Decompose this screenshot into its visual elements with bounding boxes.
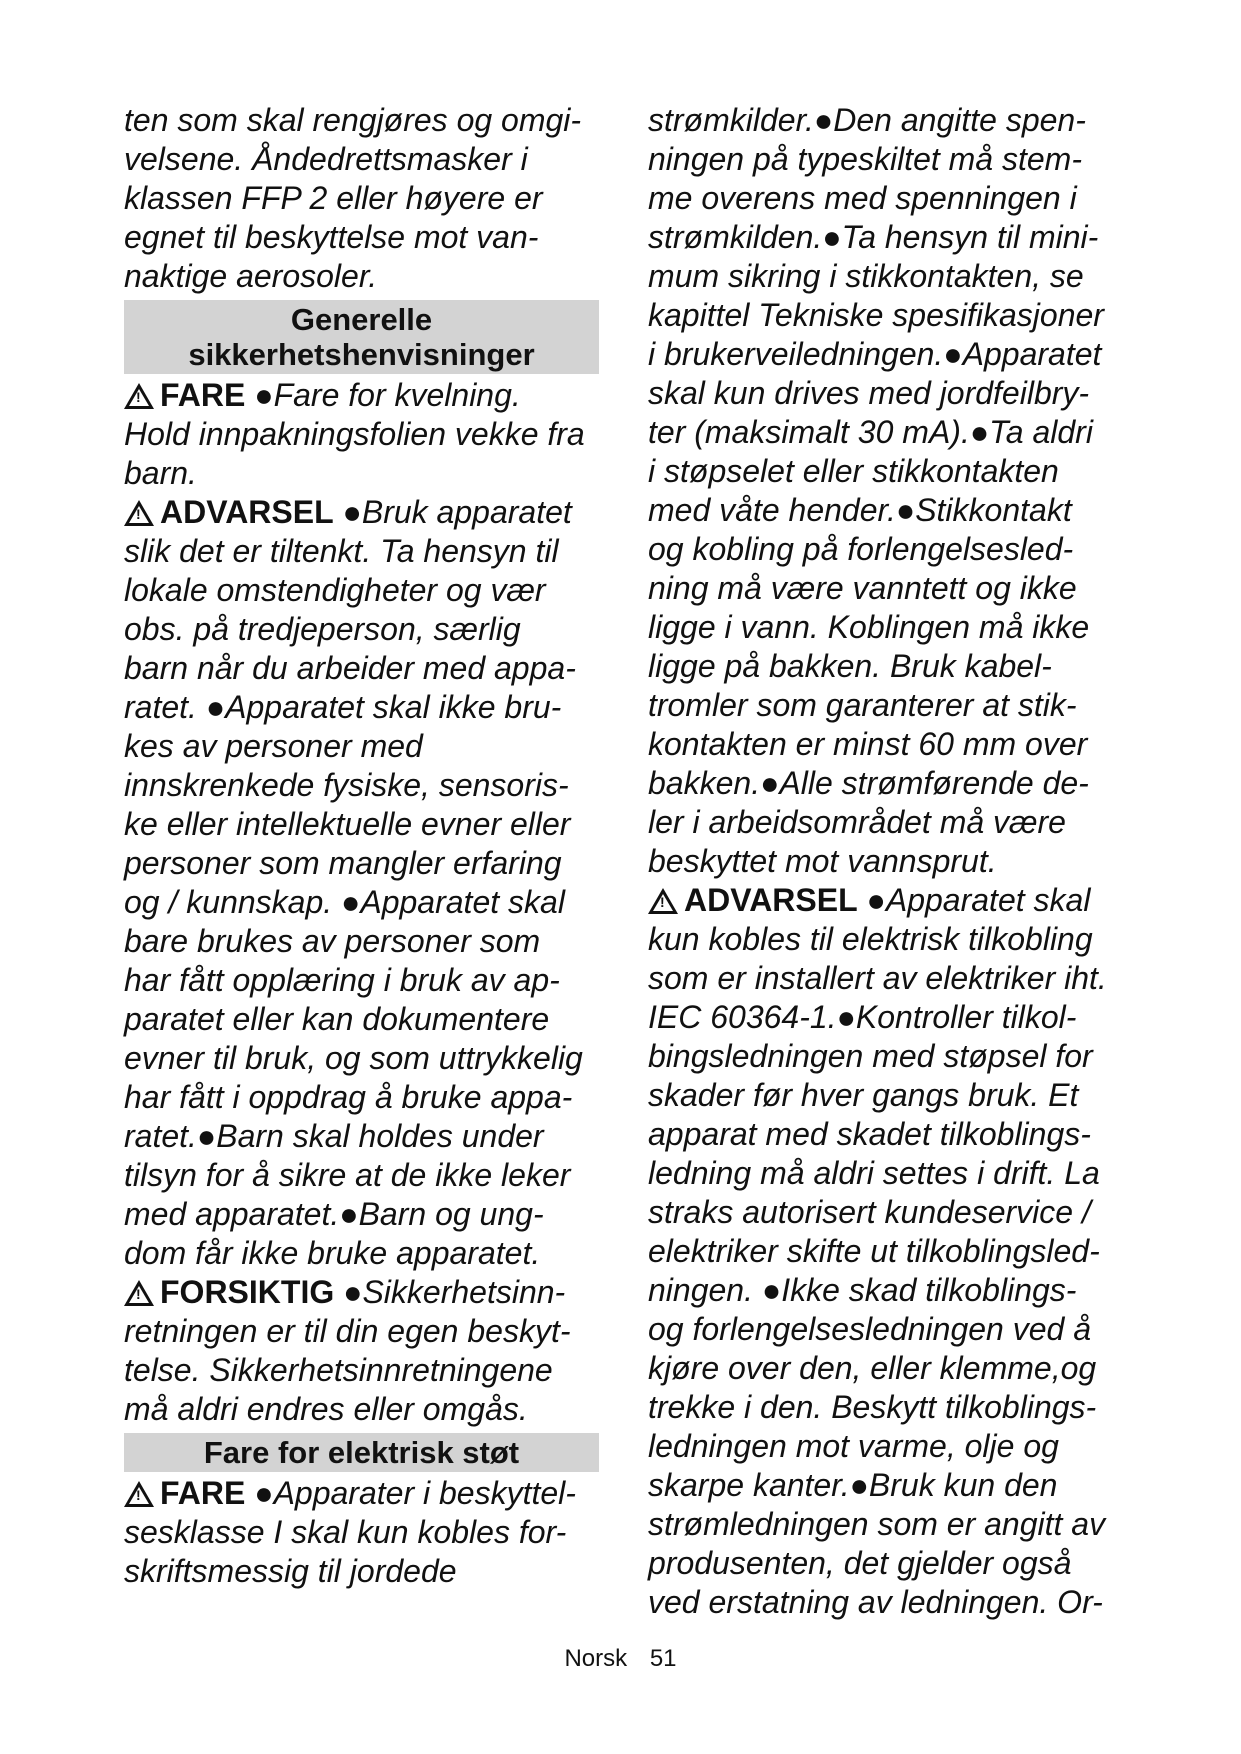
warning-triangle-icon <box>124 500 154 526</box>
text-line: ledning må aldri settes i drift. La <box>648 1155 1100 1191</box>
electrical-paragraph <box>648 101 1130 881</box>
text-line: ligge i vann. Koblingen må ikke <box>648 609 1090 645</box>
text-line: slik det er tiltenkt. Ta hensyn til <box>124 533 559 569</box>
text-line: innskrenkede fysiske, sensoris- <box>124 767 569 803</box>
text-line: barn når du arbeider med appa- <box>124 650 576 686</box>
text-line: produsenten, det gjelder også <box>648 1545 1072 1581</box>
fare-block-2: !FARE ●Apparater i beskyttel- sesklasse I skal kun kobles for- skriftsmessig til jordede <box>124 1474 599 1591</box>
text-line: ningen på typeskiltet må stem- <box>648 141 1082 177</box>
text-line: skarpe kanter.●Bruk kun den <box>648 1467 1058 1503</box>
text-line: paratet eller kan dokumentere <box>124 1001 550 1037</box>
section-heading-general-safety: Generelle sikkerhetshenvisninger <box>124 300 599 374</box>
text-line: obs. på tredjeperson, særlig <box>124 611 521 647</box>
text-line: kun kobles til elektrisk tilkobling <box>648 921 1093 957</box>
text-line: kontakten er minst 60 mm over <box>648 726 1088 762</box>
intro-paragraph <box>124 101 599 296</box>
text-line: skader før hver gangs bruk. Et <box>648 1077 1079 1113</box>
text-line: ratet.●Barn skal holdes under <box>124 1118 544 1154</box>
text-line: lokale omstendigheter og vær <box>124 572 546 608</box>
text-line: ke eller intellektuelle evner eller <box>124 806 571 842</box>
text-line: har fått opplæring i bruk av ap- <box>124 962 560 998</box>
text-line: kes av personer med <box>124 728 423 764</box>
text-line: strømledningen som er angitt av <box>648 1506 1106 1542</box>
text-line: apparat med skadet tilkoblings- <box>648 1116 1091 1152</box>
fare-label: FARE <box>160 377 246 413</box>
text-line: IEC 60364-1.●Kontroller tilkol- <box>648 999 1077 1035</box>
text-line: ning må være vanntett og ikke <box>648 570 1077 606</box>
text-line: skriftsmessig til jordede <box>124 1553 457 1589</box>
advarsel-label: ADVARSEL <box>684 882 858 918</box>
text-line: skal kun drives med jordfeilbry- <box>648 375 1090 411</box>
text-line: klassen FFP 2 eller høyere er <box>124 180 543 216</box>
text-line: ningen. ●Ikke skad tilkoblings- <box>648 1272 1077 1308</box>
text-line: strømkilder.●Den angitte spen- <box>648 102 1086 138</box>
text-line: beskyttet mot vannsprut. <box>648 843 997 879</box>
text-line: egnet til beskyttelse mot van- <box>124 219 539 255</box>
left-column <box>124 101 599 1591</box>
advarsel-block-1: !ADVARSEL ●Bruk apparatet slik det er tiltenkt. Ta hensyn til lokale omstendigheter og vær obs. på tredjeperson, særlig barn når du arbeider med appa- ratet. ●Apparatet skal ikke bru- kes av personer med innskrenkede fysiske, sensoris- ke eller intellektuelle evner eller personer som mangler erfaring og / kunnskap. ●Apparatet skal bare brukes av personer som har fått opplæring i bruk av ap- paratet eller kan dokumentere evner til bruk, og som uttrykkelig har fått i oppdrag å bruke appa- ratet.●Barn skal holdes under tilsyn for å sikre at de ikke leker med apparatet.●Barn og ung- dom får ikke bruke apparatet. <box>124 493 599 1273</box>
footer-language: Norsk <box>564 1645 628 1672</box>
text-line: retningen er til din egen beskyt- <box>124 1313 571 1349</box>
text-line: telse. Sikkerhetsinnretningene <box>124 1352 553 1388</box>
text-line: i støpselet eller stikkontakten <box>648 453 1059 489</box>
text-line: bingsledningen med støpsel for <box>648 1038 1093 1074</box>
text-line: barn. <box>124 455 197 491</box>
warning-triangle-icon <box>124 383 154 409</box>
advarsel-block-2: !ADVARSEL ●Apparatet skal kun kobles til elektrisk tilkobling som er installert av elektriker iht. IEC 60364-1.●Kontroller tilkol- bingsledningen med støpsel for skader før hver gangs bruk. Et apparat med skadet tilkoblings- ledning må aldri settes i drift. La straks autorisert kundeservice / elektriker skifte ut tilkoblingsled- ningen. ●Ikke skad tilkoblings- og forlengelsesledningen ved å kjøre over den, eller klemme,og trekke i den. Beskytt tilkoblings- ledningen mot varme, olje og skarpe kanter.●Bruk kun den strømledningen som er angitt av produsenten, det gjelder også ved erstatning av ledningen. Or- <box>648 881 1130 1622</box>
text-line: med apparatet.●Barn og ung- <box>124 1196 544 1232</box>
text-line: ved erstatning av ledningen. Or- <box>648 1584 1103 1620</box>
text-line: tromler som garanterer at stik- <box>648 687 1077 723</box>
right-column <box>648 101 1130 1622</box>
text-line: Hold innpakningsfolien vekke fra <box>124 416 585 452</box>
text-line: kapittel Tekniske spesifikasjoner <box>648 297 1104 333</box>
text-line: ledningen mot varme, olje og <box>648 1428 1059 1464</box>
page-number: 51 <box>649 1645 677 1672</box>
text-line: bakken.●Alle strømførende de- <box>648 765 1089 801</box>
text-line: ligge på bakken. Bruk kabel- <box>648 648 1052 684</box>
text-line: må aldri endres eller omgås. <box>124 1391 528 1427</box>
fare-block-1: !FARE ●Fare for kvelning. Hold innpakningsfolien vekke fra barn. <box>124 376 599 493</box>
text-line: me overens med spenningen i <box>648 180 1077 216</box>
text-line: i brukerveiledningen.●Apparatet <box>648 336 1102 372</box>
forsiktig-block: !FORSIKTIG ●Sikkerhetsinn- retningen er til din egen beskyt- telse. Sikkerhetsinnretningene må aldri endres eller omgås. <box>124 1273 599 1429</box>
advarsel-label: ADVARSEL <box>160 494 334 530</box>
text-line: kjøre over den, eller klemme,og <box>648 1350 1097 1386</box>
text-line: ler i arbeidsområdet må være <box>648 804 1066 840</box>
warning-triangle-icon <box>648 888 678 914</box>
warning-triangle-icon <box>124 1280 154 1306</box>
text-line: evner til bruk, og som uttrykkelig <box>124 1040 583 1076</box>
text-line: mum sikring i stikkontakten, se <box>648 258 1084 294</box>
text-line: naktige aerosoler. <box>124 258 378 294</box>
text-line: tilsyn for å sikre at de ikke leker <box>124 1157 571 1193</box>
text-line: sesklasse I skal kun kobles for- <box>124 1514 567 1550</box>
text-line: personer som mangler erfaring <box>124 845 562 881</box>
text-line: straks autorisert kundeservice / <box>648 1194 1091 1230</box>
text-line: og / kunnskap. ●Apparatet skal <box>124 884 565 920</box>
text-line: elektriker skifte ut tilkoblingsled- <box>648 1233 1100 1269</box>
text-line: ten som skal rengjøres og omgi- <box>124 102 582 138</box>
text-line: og kobling på forlengelsesled- <box>648 531 1074 567</box>
text-line: ratet. ●Apparatet skal ikke bru- <box>124 689 562 725</box>
section-heading-electric-shock: Fare for elektrisk støt <box>124 1433 599 1472</box>
text-line: har fått i oppdrag å bruke appa- <box>124 1079 573 1115</box>
text-line: med våte hender.●Stikkontakt <box>648 492 1072 528</box>
text-line: strømkilden.●Ta hensyn til mini- <box>648 219 1099 255</box>
text-line: ter (maksimalt 30 mA).●Ta aldri <box>648 414 1093 450</box>
text-line: bare brukes av personer som <box>124 923 541 959</box>
fare-label: FARE <box>160 1475 246 1511</box>
text-line: som er installert av elektriker iht. <box>648 960 1107 996</box>
forsiktig-label: FORSIKTIG <box>160 1274 335 1310</box>
text-line: dom får ikke bruke apparatet. <box>124 1235 541 1271</box>
text-line: velsene. Åndedrettsmasker i <box>124 141 528 177</box>
text-line: og forlengelsesledningen ved å <box>648 1311 1091 1347</box>
text-line: trekke i den. Beskytt tilkoblings- <box>648 1389 1097 1425</box>
page-footer <box>0 1645 1241 1673</box>
warning-triangle-icon <box>124 1481 154 1507</box>
